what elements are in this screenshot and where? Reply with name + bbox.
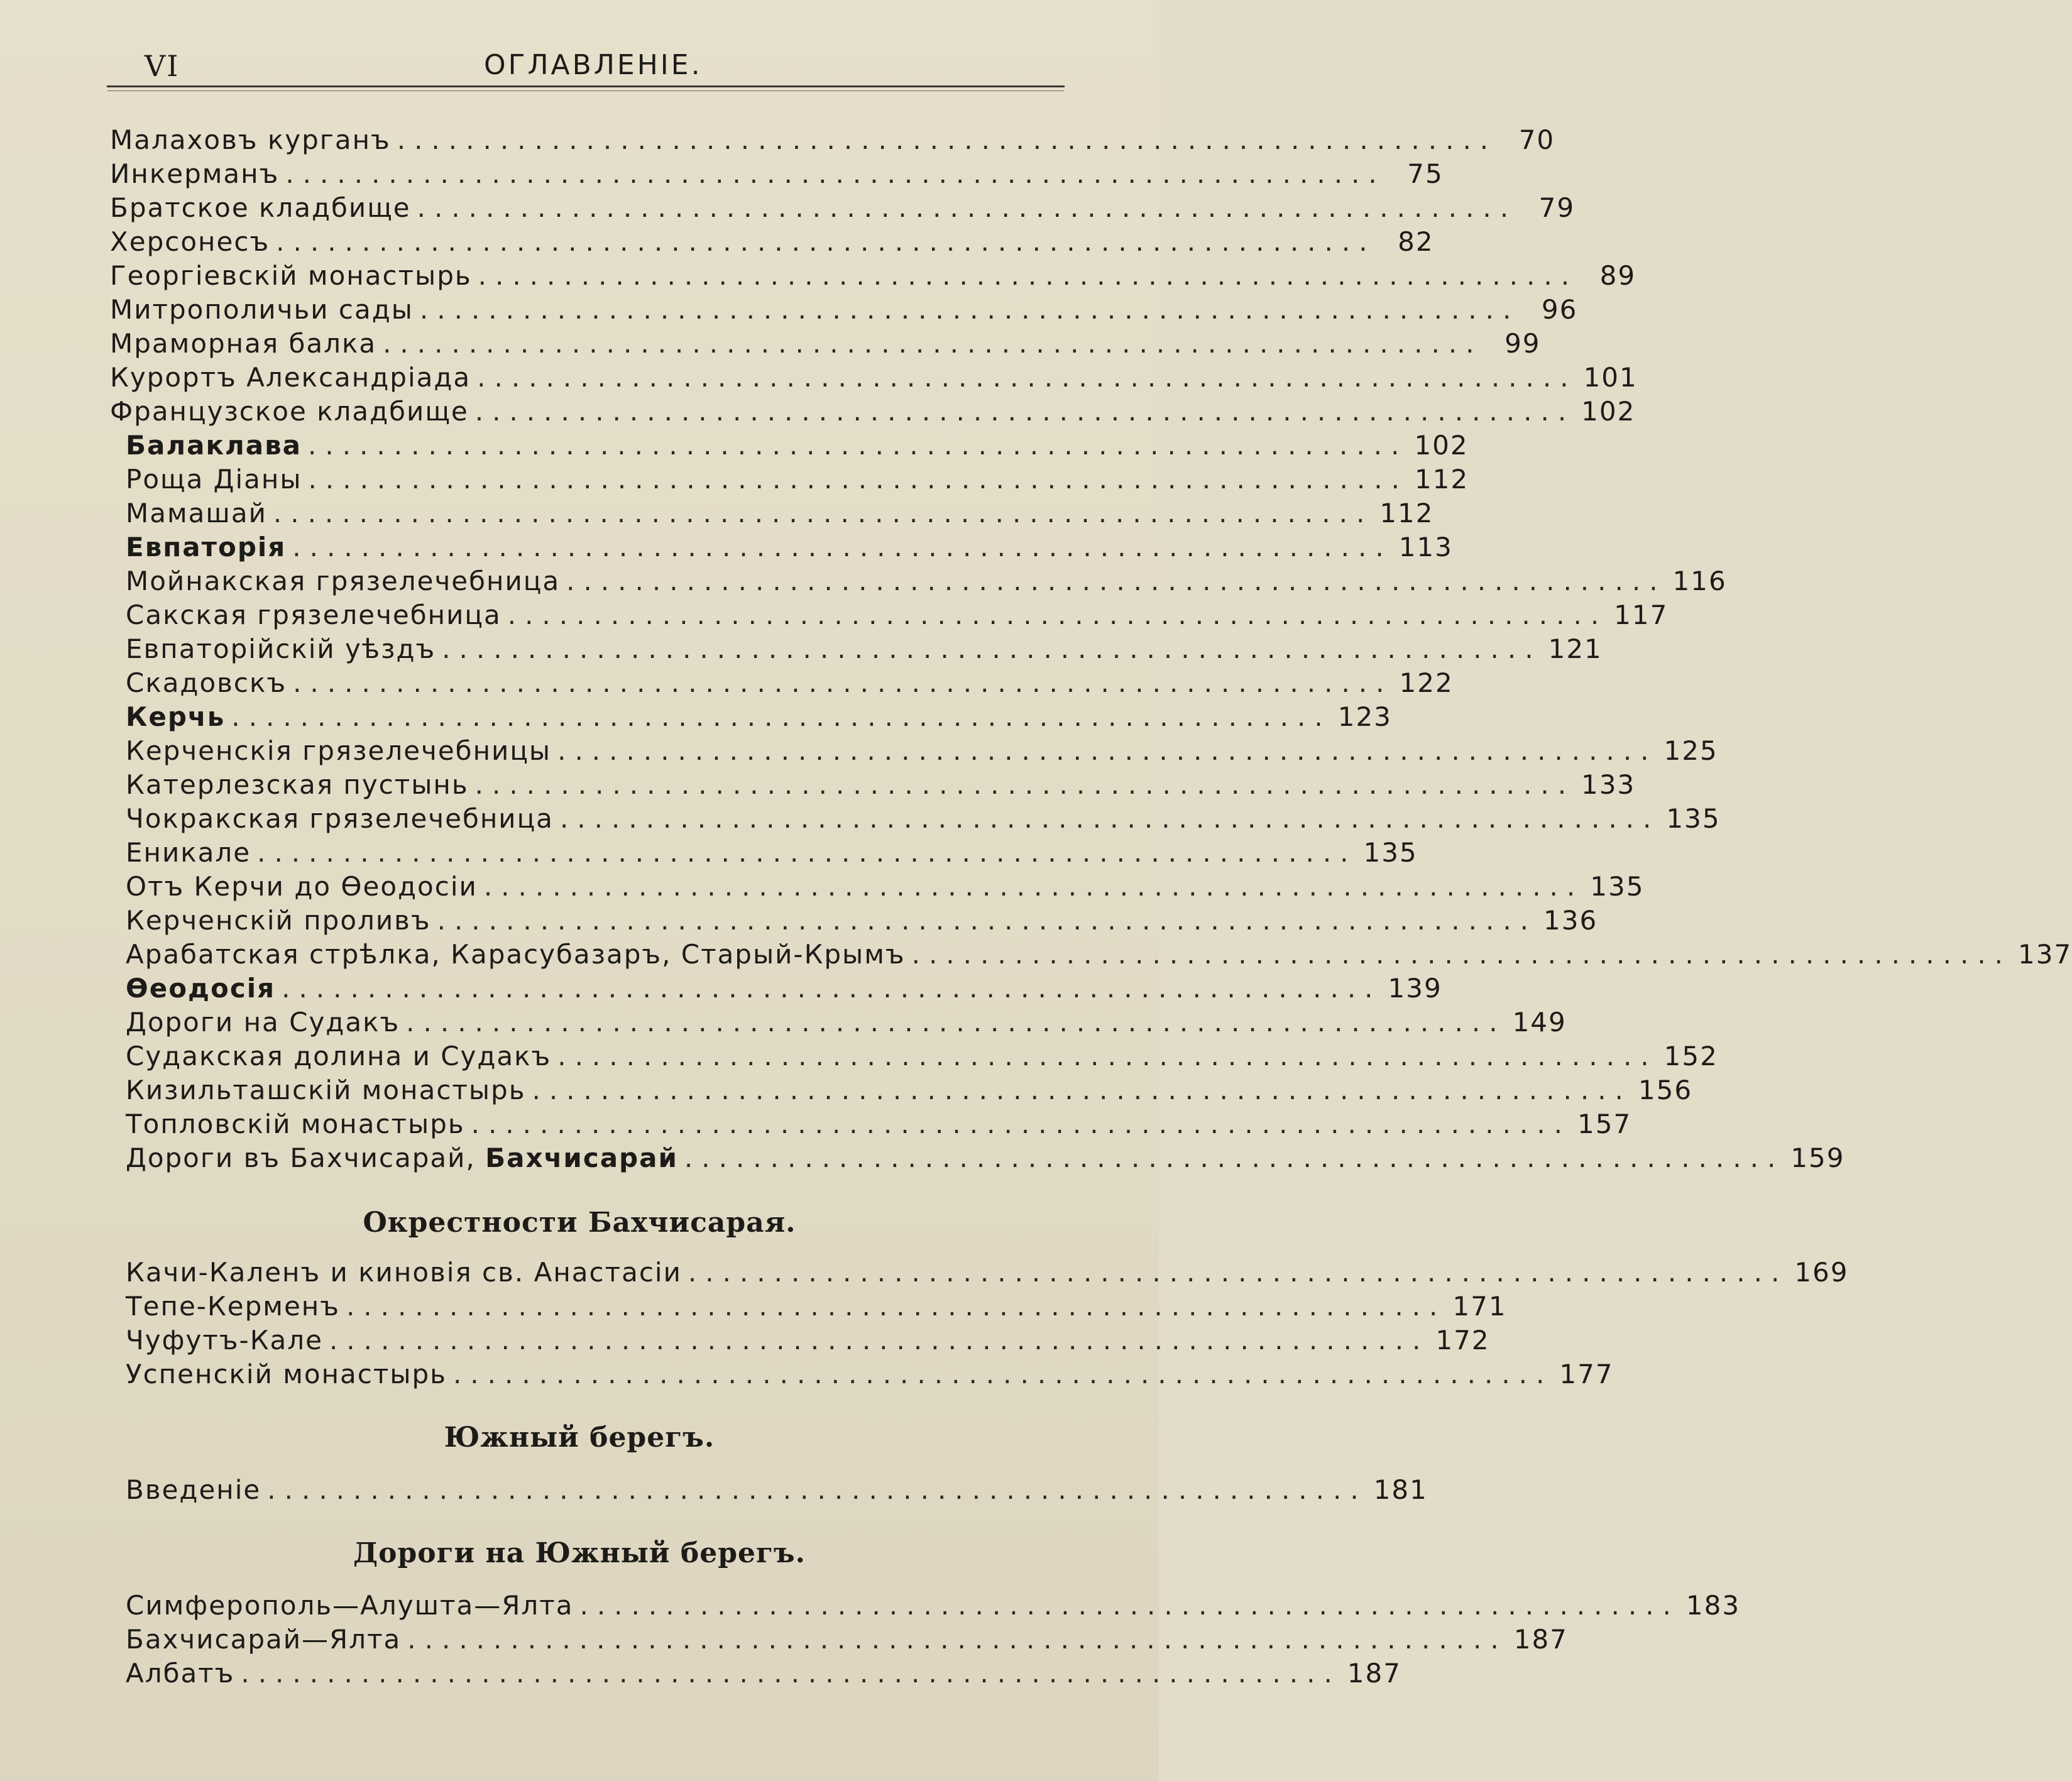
toc-entry [126,871,1645,904]
toc-entry-page: 156 [1638,1075,1693,1105]
toc-entry-title: Отъ Керчи до Ѳеодосіи [126,871,478,902]
toc-entry-page: 187 [1513,1624,1568,1655]
toc-entry [110,328,1541,361]
dot-leader: ................................................................ [383,328,1483,359]
toc-entry-title: Херсонесъ [110,226,270,257]
dot-leader: ................................................................ [397,124,1498,155]
dot-leader: ................................................................ [471,1109,1572,1139]
toc-entry-page: 70 [1518,124,1555,155]
dot-leader: ................................................................ [559,803,1660,834]
toc-entry [126,464,1469,496]
toc-entry [126,566,1727,598]
toc-entry [126,1109,1632,1141]
dot-leader: ................................................................ [452,1359,1554,1389]
toc-entry-title: Чокракская грязелечебница [126,803,554,834]
toc-entry [126,1291,1507,1323]
toc-entry-page: 183 [1686,1590,1741,1621]
toc-entry [110,124,1555,157]
toc-entry [126,939,2072,972]
toc-entry-page: 135 [1363,837,1418,868]
toc-entry [110,294,1578,327]
toc-entry-page: 137 [2018,939,2072,970]
dot-leader: ................................................................ [557,1041,1658,1071]
dot-leader: ................................................................ [477,362,1577,393]
dot-leader: ................................................................ [566,566,1667,596]
toc-entry-title: Курортъ Александріада [110,362,471,393]
toc-entry-page: 169 [1794,1257,1849,1288]
toc-entry [126,735,1718,768]
toc-entry-title-bold: Евпаторія [126,532,287,562]
toc-entry-title: Керченскій проливъ [126,905,431,936]
toc-entry-page: 157 [1577,1109,1632,1139]
toc-entry [126,769,1636,802]
toc-entry-page: 171 [1452,1291,1507,1322]
dot-leader: ................................................................ [231,701,1332,732]
dot-leader: ................................................................ [241,1658,1341,1689]
dot-leader: ................................................................ [285,158,1386,189]
toc-entry [126,498,1434,530]
toc-entry-title: Кизильташскій монастырь [126,1075,526,1105]
dot-leader: ................................................................ [557,735,1658,766]
toc-entry [126,600,1669,632]
toc-entry-page: 122 [1399,667,1454,698]
toc-entry-title: Георгіевскій монастырь [110,260,472,291]
toc-entry-title: Судакская долина и Судакъ [126,1041,552,1071]
toc-entry [126,1658,1401,1691]
dot-leader: ................................................................ [417,192,1518,223]
toc-entry [110,226,1434,259]
section-heading: Окрестности Бахчисарая. [363,1207,796,1239]
dot-leader: ................................................................ [276,226,1376,257]
dot-leader: ................................................................ [684,1143,1785,1173]
toc-entry [126,973,1442,1006]
toc-entry [126,1041,1718,1073]
dot-leader: ................................................................ [478,260,1579,291]
dot-leader: ................................................................ [257,837,1357,868]
dot-leader: ................................................................ [688,1257,1789,1288]
toc-entry-title: Мраморная балка [110,328,377,359]
toc-entry-title: Чуфутъ-Кале [126,1325,323,1356]
toc-entry-page: 116 [1672,566,1727,596]
toc-entry-page: 135 [1666,803,1721,834]
toc-entry-title: Бахчисарай—Ялта [126,1624,402,1655]
toc-entry-page: 75 [1407,158,1444,189]
toc-entry [126,1474,1428,1507]
toc-entry [110,396,1636,429]
toc-entry-page: 89 [1599,260,1636,291]
toc-entry [126,1325,1490,1357]
dot-leader: ................................................................ [483,871,1584,902]
dot-leader: ................................................................ [407,1624,1508,1655]
toc-entry-page: 102 [1414,430,1469,461]
dot-leader: ................................................................ [282,973,1382,1004]
toc-entry-page: 117 [1614,600,1669,630]
dot-leader: ................................................................ [419,294,1520,325]
toc-entry [110,362,1638,395]
dot-leader: ................................................................ [437,905,1538,936]
toc-entry-title-bold: Бахчисарай [485,1143,678,1173]
toc-entry-title [126,532,286,562]
toc-entry-page: 133 [1581,769,1636,800]
toc-entry [126,1007,1567,1039]
toc-entry [110,192,1576,225]
toc-entry-page: 113 [1398,532,1453,562]
page-header [107,44,1065,94]
toc-entry-page: 152 [1664,1041,1718,1071]
dot-leader: ................................................................ [474,396,1576,427]
toc-entry [126,1590,1741,1623]
toc-entry-page: 96 [1541,294,1578,325]
toc-entry-title: Тепе-Керменъ [126,1291,340,1322]
page-number: VI [145,49,180,83]
toc-entry [126,430,1469,463]
toc-entry-title: Братское кладбище [110,192,411,223]
toc-entry [126,633,1603,666]
toc-entry-page: 112 [1414,464,1469,495]
toc-entry [110,158,1444,191]
toc-entry-title: Еникале [126,837,251,868]
toc-entry-title: Арабатская стрѣлка, Карасубазаръ, Старый-Крымъ [126,939,906,970]
toc-entry-title [126,701,225,732]
dot-leader: ................................................................ [293,667,1393,698]
toc-entry-title: Роща Діаны [126,464,302,495]
toc-entry [126,1143,1845,1175]
toc-entry-title: Мойнакская грязелечебница [126,566,561,596]
toc-entry-title: Введеніе [126,1474,261,1505]
toc-entry [126,701,1392,734]
section-heading: Южный берегъ. [444,1422,715,1454]
toc-entry [126,905,1598,938]
toc-entry [126,803,1721,836]
dot-leader: ................................................................ [329,1325,1430,1356]
toc-entry-page: 99 [1505,328,1541,359]
toc-entry-page: 125 [1664,735,1718,766]
dot-leader: ................................................................ [346,1291,1447,1322]
toc-entry-page: 187 [1347,1658,1401,1689]
toc-entry-page: 82 [1398,226,1434,257]
toc-entry [126,1359,1614,1391]
toc-entry-title-bold: Ѳеодосія [126,973,276,1004]
dot-leader: ................................................................ [532,1075,1632,1105]
toc-entry-page: 102 [1581,396,1636,427]
toc-entry-title: Малаховъ курганъ [110,124,391,155]
toc-entry-title [126,1143,678,1173]
toc-entry-title: Мамашай [126,498,267,529]
section-heading: Дороги на Южный берегъ. [353,1537,806,1569]
toc-entry-title: Сакская грязелечебница [126,600,502,630]
toc-entry-title-plain: Дороги въ Бахчисарай, [126,1143,486,1173]
dot-leader: ................................................................ [267,1474,1368,1505]
dot-leader: ................................................................ [292,532,1393,562]
toc-entry-title: Французское кладбище [110,396,469,427]
toc-entry-title: Керченскія грязелечебницы [126,735,552,766]
toc-entry-title: Катерлезская пустынь [126,769,469,800]
header-rule [107,85,1065,87]
toc-entry-page: 181 [1373,1474,1428,1505]
toc-entry-title: Успенскій монастырь [126,1359,447,1389]
dot-leader: ................................................................ [308,430,1408,461]
toc-entry-title: Митрополичьи сады [110,294,414,325]
toc-entry-title-bold: Балаклава [126,430,302,461]
dot-leader: ................................................................ [474,769,1576,800]
toc-entry-title: Топловскій монастырь [126,1109,465,1139]
toc-entry [110,260,1636,293]
dot-leader: ................................................................ [442,633,1542,664]
toc-entry-page: 139 [1388,973,1442,1004]
toc-entry-page: 101 [1583,362,1638,393]
toc-entry [126,1075,1693,1107]
toc-entry-page: 136 [1543,905,1598,936]
dot-leader: ................................................................ [273,498,1374,529]
dot-leader: ................................................................ [579,1590,1680,1621]
dot-leader: ................................................................ [406,1007,1506,1038]
toc-entry-page: 149 [1512,1007,1567,1038]
toc-entry-page: 123 [1337,701,1392,732]
toc-entry-page: 112 [1379,498,1434,529]
toc-entry-title-bold: Керчь [126,701,226,732]
toc-entry-page: 172 [1435,1325,1490,1356]
running-title: ОГЛАВЛЕНІЕ. [484,49,703,81]
toc-entry-title: Скадовскъ [126,667,287,698]
toc-entry-page: 159 [1790,1143,1845,1173]
toc-entry [126,1624,1568,1657]
toc-entry-title [126,973,275,1004]
toc-entry-title: Евпаторійскій уѣздъ [126,633,436,664]
toc-entry-title: Дороги на Судакъ [126,1007,400,1038]
toc-entry-page: 177 [1559,1359,1614,1389]
toc-entry-title: Албатъ [126,1658,235,1689]
toc-entry [126,837,1418,870]
toc-entry-title: Качи-Каленъ и киновія св. Анастасіи [126,1257,682,1288]
toc-entry-page: 79 [1538,192,1576,223]
toc-entry [126,1257,1849,1290]
dot-leader: ................................................................ [911,939,2012,970]
toc-entry-title: Инкерманъ [110,158,280,189]
toc-entry-page: 121 [1548,633,1603,664]
toc-entry [126,532,1453,564]
dot-leader: ................................................................ [308,464,1408,495]
toc-entry-page: 135 [1590,871,1645,902]
toc-entry [126,667,1454,700]
toc-entry-title [126,430,302,461]
dot-leader: ................................................................ [507,600,1608,630]
toc-entry-title: Симферополь—Алушта—Ялта [126,1590,574,1621]
